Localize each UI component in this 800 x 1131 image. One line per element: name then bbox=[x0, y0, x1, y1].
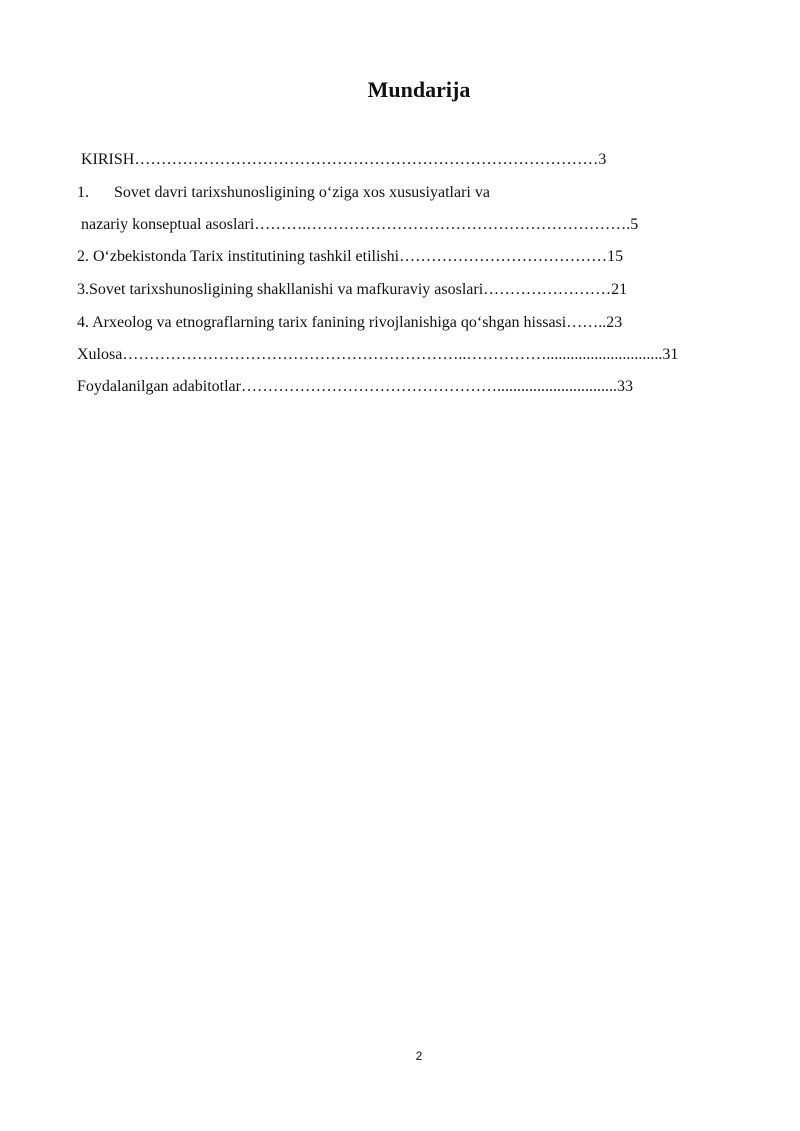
toc-entry-2: 2. O‘zbekistonda Tarix institutining tashkil etilishi…………………………………15 bbox=[77, 248, 624, 265]
document-title: Mundarija bbox=[367, 77, 471, 102]
toc-entry-intro: KIRISH……………………………………………………………………………3 bbox=[81, 151, 607, 168]
toc-entry-3: 3.Sovet tarixshunosligining shakllanishi va mafkuraviy asoslari……………………21 bbox=[77, 281, 628, 298]
toc-entry-conclusion: Xulosa………………………………………………………..…………….............................31 bbox=[77, 346, 679, 363]
table-of-contents bbox=[0, 0, 800, 420]
toc-entry-1-number: 1. bbox=[77, 184, 89, 201]
toc-entry-bibliography: Foydalanilgan adabitotlar…………………………………………..............................33 bbox=[77, 378, 633, 395]
toc-entry-1-line-1: Sovet davri tarixshunosligining o‘ziga xos xususiyatlari va bbox=[114, 184, 490, 201]
toc-entry-4: 4. Arxeolog va etnograflarning tarix fanining rivojlanishiga qo‘shgan hissasi……..23 bbox=[77, 314, 623, 331]
page-number: 2 bbox=[415, 1049, 423, 1063]
toc-entry-1-line-2: nazariy konseptual asoslari……….…………………………………………………….5 bbox=[81, 216, 639, 233]
